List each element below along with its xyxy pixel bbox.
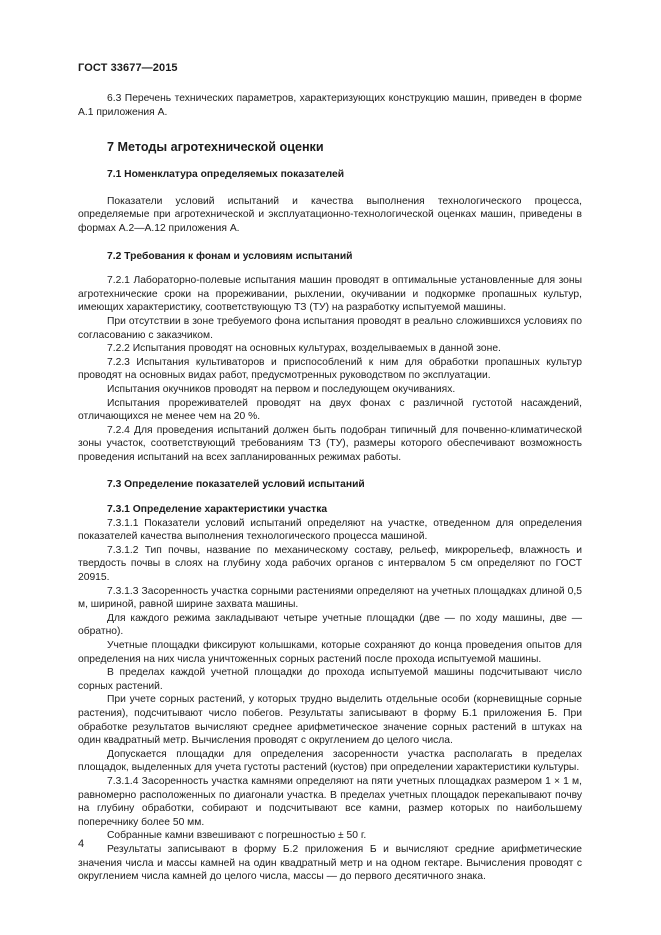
paragraph-7-3-1-3-b: Для каждого режима закладывают четыре учетные площадки (две — по ходу машины, две — обратно). [78, 612, 582, 638]
paragraph-6-3: 6.3 Перечень технических параметров, характеризующих конструкцию машин, приведен в форме А.1 приложения А. [78, 93, 582, 118]
section-7-1-title: 7.1 Номенклатура определяемых показателей [107, 169, 345, 181]
document-header: ГОСТ 33677—2015 [78, 62, 178, 74]
paragraph-7-3-1-1: 7.3.1.1 Показатели условий испытаний определяют на участке, отведенном для определения показателей качества выполнения технологического процесса машиной. [78, 517, 582, 543]
paragraph-7-3-1-3-d: В пределах каждой учетной площадки до прохода испытуемой машины подсчитывают число сорных растений. [78, 667, 582, 692]
paragraph-7-2-3-c: Испытания прореживателей проводят на двух фонах с различной густотой насаждений, отличающихся не менее чем на 20 %. [78, 397, 582, 423]
section-7-3-title: 7.3 Определение показателей условий испытаний [107, 479, 365, 491]
section-7-3-1-title: 7.3.1 Определение характеристики участка [107, 504, 328, 516]
paragraph-7-3-1-3-c: Учетные площадки фиксируют колышками, которые сохраняют до конца проведения опытов для определения на них числа уничтоженных сорных растений после прохода испытуемой машины. [78, 640, 582, 665]
paragraph-7-3-1-4-c: Результаты записывают в форму Б.2 приложения Б и вычисляют средние арифметические значения числа и массы камней на один квадратный метр и на одном гектаре. Вычисления проводят с округлением числа камней до целого числа, массы — до первого десятичного знака. [78, 843, 582, 883]
paragraph-7-3-1-2: 7.3.1.2 Тип почвы, название по механическому составу, рельеф, микрорельеф, влажность и твердость почвы в слоях на глубину хода рабочих органов с интервалом 5 см определяют по ГОСТ 20915. [78, 544, 582, 584]
paragraph-7-3-1-4-a: 7.3.1.4 Засоренность участка камнями определяют на пяти учетных площадках размером 1 × 1 м, равномерно расположенных по диагонали участка. В пределах учетных площадок перекапывают почву на глубину обработки, собирают и подсчитывают все камни, размер которых по наибольшему поперечнику более 50 мм. [78, 775, 582, 828]
paragraph-7-2-1-b: При отсутствии в зоне требуемого фона испытания проводят в реально сложившихся условиях по согласованию с заказчиком. [78, 315, 582, 341]
paragraph-7-3-1-4-b: Собранные камни взвешивают с погрешностью ± 50 г. [107, 830, 367, 842]
paragraph-7-2-3-b: Испытания окучников проводят на первом и последующем окучиваниях. [107, 383, 456, 395]
paragraph-7-2-1-a: 7.2.1 Лабораторно-полевые испытания машин проводят в оптимальные установленные для зоны агротехнические сроки на прореживании, рыхлении, окучивании и подкормке пропашных культур, имеющих характеристику, соответствующую ТЗ (ТУ) на разработку испытуемой машины. [78, 275, 582, 314]
page-content [78, 92, 582, 884]
section-7-title: 7 Методы агротехнической оценки [107, 140, 324, 155]
page-number: 4 [78, 838, 85, 850]
section-7-2-title: 7.2 Требования к фонам и условиям испытаний [107, 250, 353, 262]
paragraph-7-3-1-3-e: При учете сорных растений, у которых трудно выделить отдельные особи (корневищные сорные растения), подсчитывают число побегов. Результаты записывают в форму Б.1 приложения Б. При обработке результатов вычисляют среднее арифметическое значение сорных растений в штуках на один квадратный метр. Вычисления проводят с округлением до целого числа. [78, 694, 582, 747]
paragraph-7-1: Показатели условий испытаний и качества выполнения технологического процесса, определяемые при агротехнической и эксплуатационно-технологической оценках машин, приведены в формах А.2—А.12 приложения А. [78, 195, 582, 234]
paragraph-7-2-3-a: 7.2.3 Испытания культиваторов и приспособлений к ним для обработки пропашных культур проводят на основных видах работ, предусмотренных руководством по эксплуатации. [78, 356, 582, 382]
paragraph-7-3-1-3-a: 7.3.1.3 Засоренность участка сорными растениями определяют на учетных площадках длиной 0,5 м, шириной, равной ширине захвата машины. [78, 585, 582, 611]
paragraph-7-2-4: 7.2.4 Для проведения испытаний должен быть подобран типичный для почвенно-климатической зоны участок, соответствующий требованиям ТЗ (ТУ), размеры которого обеспечивают возможность проведения испытаний на всех запланированных режимах работы. [78, 424, 582, 463]
paragraph-7-3-1-3-f: Допускается площадки для определения засоренности участка располагать в пределах площадок, выделенных для учета густоты растений (кустов) при определении характеристики культуры. [78, 748, 582, 774]
paragraph-7-2-2: 7.2.2 Испытания проводят на основных культурах, возделываемых в данной зоне. [107, 343, 501, 355]
